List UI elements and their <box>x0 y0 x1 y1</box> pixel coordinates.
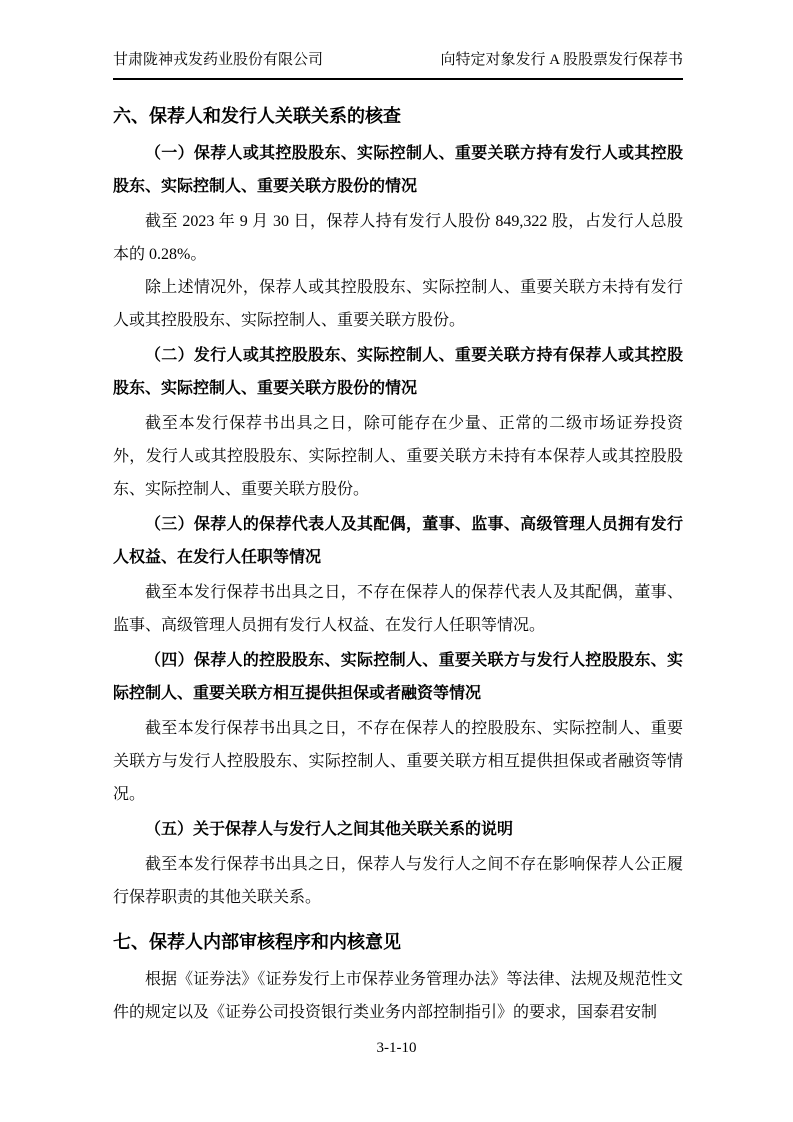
paragraph: 除上述情况外，保荐人或其控股股东、实际控制人、重要关联方未持有发行人或其控股股东、实际控制人、重要关联方股份。 <box>113 279 683 329</box>
page-number: 3-1-10 <box>376 1040 417 1056</box>
header-company-name: 甘肃陇神戎发药业股份有限公司 <box>113 52 324 68</box>
paragraph: 截至本发行保荐书出具之日，不存在保荐人的控股股东、实际控制人、重要关联方与发行人控股股东、实际控制人、重要关联方相互提供担保或者融资等情况。 <box>113 720 683 803</box>
paragraph: 根据《证券法》《证券发行上市保荐业务管理办法》等法律、法规及规范性文件的规定以及《证券公司投资银行类业务内部控制指引》的要求，国泰君安制 <box>113 971 683 1021</box>
section-heading: 七、保荐人内部审核程序和内核意见 <box>113 932 401 952</box>
page-footer <box>0 1040 793 1057</box>
sub-section-heading: （四）保荐人的控股股东、实际控制人、重要关联方与发行人控股股东、实际控制人、重要关联方相互提供担保或者融资等情况 <box>113 652 683 702</box>
sub-section-heading: （二）发行人或其控股股东、实际控制人、重要关联方持有保荐人或其控股股东、实际控制人、重要关联方股份的情况 <box>113 347 683 397</box>
paragraph: 截至 2023 年 9 月 30 日，保荐人持有发行人股份 849,322 股，占发行人总股本的 0.28%。 <box>113 213 683 263</box>
page-header <box>113 50 683 80</box>
sub-section-heading: （三）保荐人的保荐代表人及其配偶，董事、监事、高级管理人员拥有发行人权益、在发行人任职等情况 <box>113 516 683 566</box>
header-doc-title: 向特定对象发行 A 股股票发行保荐书 <box>440 52 683 68</box>
paragraph: 截至本发行保荐书出具之日，保荐人与发行人之间不存在影响保荐人公正履行保荐职责的其他关联关系。 <box>113 856 683 906</box>
section-heading: 六、保荐人和发行人关联关系的核查 <box>113 106 401 126</box>
paragraph: 截至本发行保荐书出具之日，除可能存在少量、正常的二级市场证券投资外，发行人或其控股股东、实际控制人、重要关联方未持有本保荐人或其控股股东、实际控制人、重要关联方股份。 <box>113 415 683 498</box>
document-body <box>113 88 683 1029</box>
sub-section-heading: （一）保荐人或其控股股东、实际控制人、重要关联方持有发行人或其控股股东、实际控制人、重要关联方股份的情况 <box>113 145 683 195</box>
paragraph: 截至本发行保荐书出具之日，不存在保荐人的保荐代表人及其配偶，董事、监事、高级管理人员拥有发行人权益、在发行人任职等情况。 <box>113 584 683 634</box>
sub-section-heading: （五）关于保荐人与发行人之间其他关联关系的说明 <box>145 821 514 838</box>
